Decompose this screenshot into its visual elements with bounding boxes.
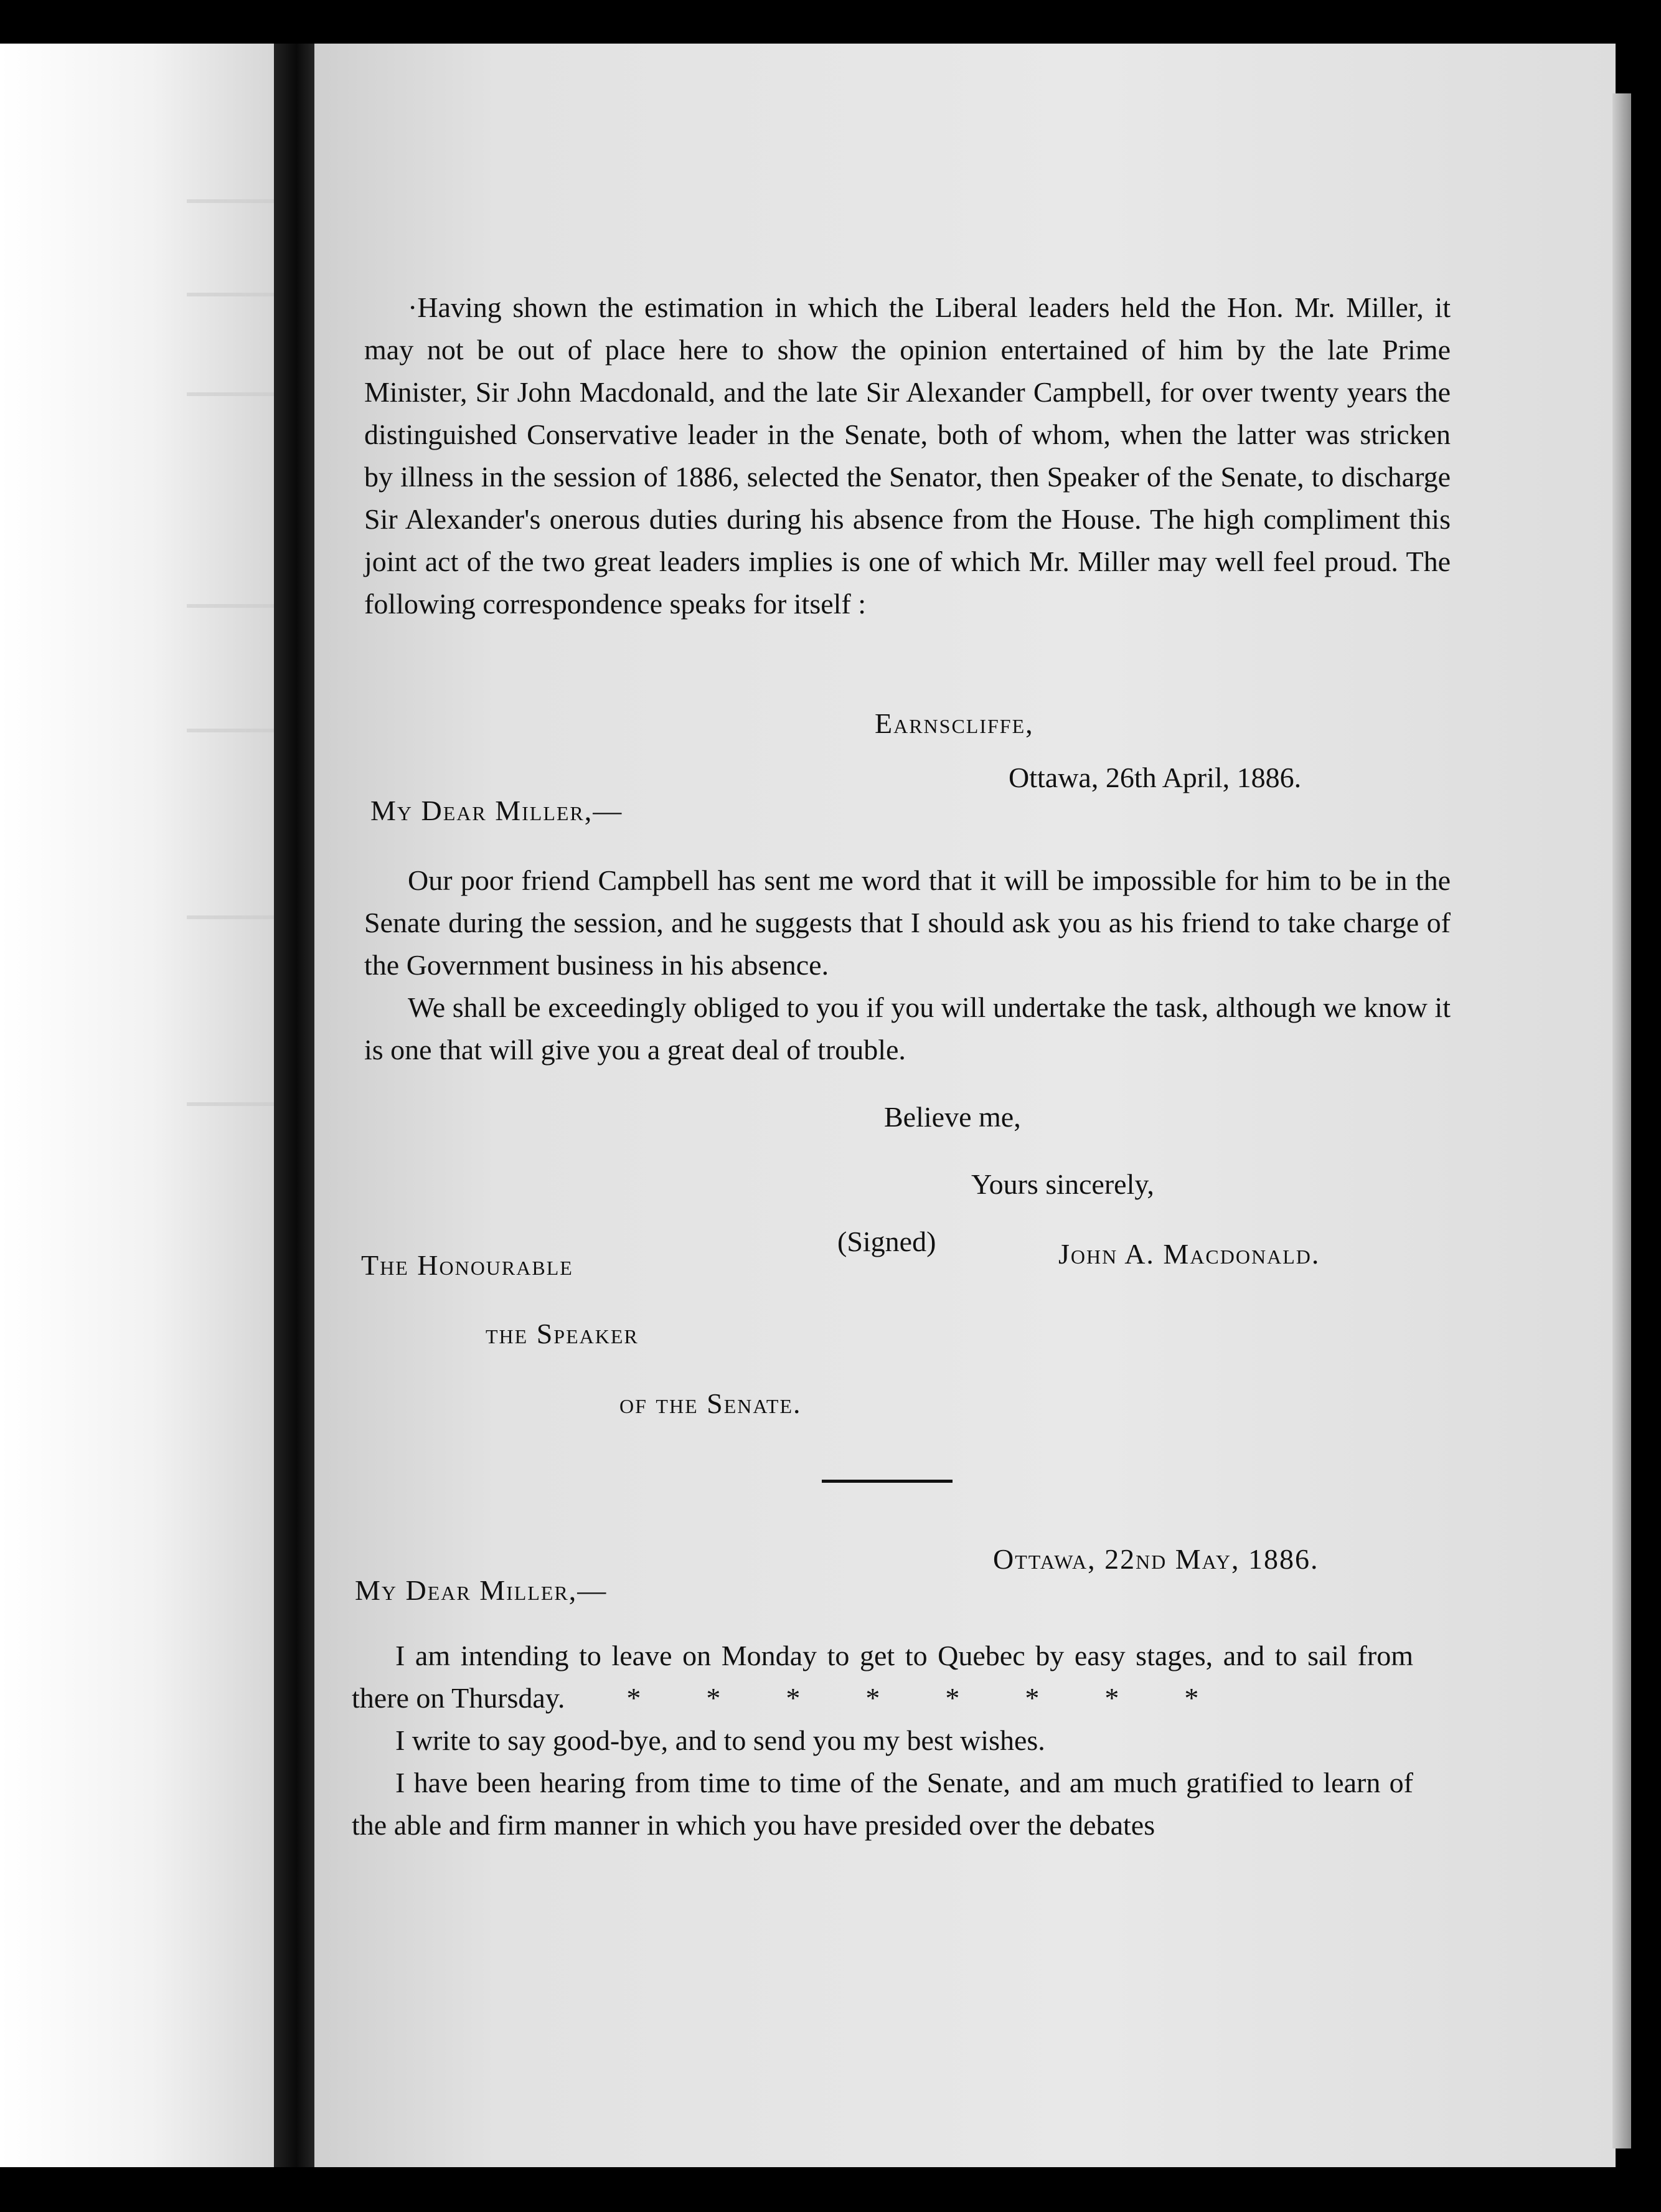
- letter2-paragraph-2: I write to say good-bye, and to send you my best wishes.: [395, 1724, 1045, 1756]
- star: *: [945, 1682, 960, 1714]
- star: *: [1104, 1682, 1119, 1714]
- section-divider: [822, 1480, 953, 1483]
- letter1-paragraph: Our poor friend Campbell has sent me word that it will be impossible for him to be in the Senate during the session, and he suggests that I should ask you as his friend to take charge of the Government business in his absence.: [364, 864, 1451, 981]
- bleed-through-line: [187, 1102, 274, 1106]
- letter2-paragraph-1: [352, 1635, 1413, 1719]
- addressee-line1: The Honourable: [361, 1249, 573, 1281]
- letter2-date: Ottawa, 22nd May, 1886.: [993, 1543, 1319, 1575]
- letter1-closing-believe: Believe me,: [884, 1101, 1021, 1133]
- letter1-closing-yours: Yours sincerely,: [971, 1168, 1154, 1200]
- bleed-through-line: [187, 293, 274, 296]
- bleed-through-line: [187, 915, 274, 919]
- intro-text: ·Having shown the estimation in which the Liberal leaders held the Hon. Mr. Miller, it may not be out of place here to show the opinion entertained of him by the late Prime Minister, Sir John Macdonald, and the late Sir Alexander Campbell, for over twenty years the distinguished Conservative leader in the Senate, both of whom, when the latter was stricken by illness in the session of 1886, selected the Senator, then Speaker of the Senate, to discharge Sir Alexander's onerous duties during his absence from the House. The high compliment this joint act of the two great leaders implies is one of which Mr. Miller may well feel proud. The following correspondence speaks for itself :: [364, 291, 1451, 620]
- bleed-through-line: [187, 729, 274, 732]
- letter1-salutation: My Dear Miller,—: [370, 795, 623, 826]
- ellipsis-stars: [572, 1682, 1210, 1714]
- star: *: [1025, 1682, 1040, 1714]
- intro-paragraph: [364, 286, 1451, 625]
- addressee-line3: of the Senate.: [619, 1387, 802, 1419]
- letter1-body: [364, 859, 1451, 1071]
- letter1-paragraph: We shall be exceedingly obliged to you if you will undertake the task, although we know it is one that will give you a great deal of trouble.: [364, 991, 1451, 1066]
- addressee-line2: the Speaker: [486, 1318, 639, 1349]
- letter2-paragraph-3: I have been hearing from time to time of the Senate, and am much gratified to learn of the able and firm manner in which you have presided over the debates: [352, 1767, 1413, 1841]
- star: *: [786, 1682, 801, 1714]
- star: *: [865, 1682, 880, 1714]
- facing-page: [0, 44, 274, 2167]
- letter2-salutation: My Dear Miller,—: [355, 1574, 608, 1606]
- letter1-date: Ottawa, 26th April, 1886.: [1009, 762, 1302, 793]
- star: *: [706, 1682, 721, 1714]
- letter1-signed: (Signed): [837, 1226, 936, 1257]
- letter1-signature: John A. Macdonald.: [1058, 1238, 1320, 1270]
- star: *: [626, 1682, 641, 1714]
- star: *: [1184, 1682, 1199, 1714]
- letter2-p1-text: I am intending to leave on Monday to get to Quebec by easy stages, and to sail from there on Thursday.: [352, 1640, 1413, 1714]
- page-edge: [1612, 93, 1631, 2148]
- letter1-place: Earnscliffe,: [875, 707, 1034, 739]
- bleed-through-line: [187, 392, 274, 396]
- bleed-through-line: [187, 604, 274, 608]
- letter2-body: [352, 1635, 1413, 1846]
- bleed-through-line: [187, 199, 274, 203]
